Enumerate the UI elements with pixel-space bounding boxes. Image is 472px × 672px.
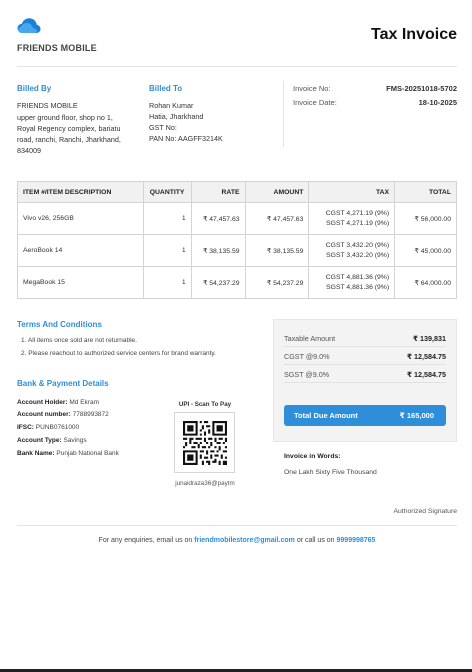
terms-item: 1. All items once sold are not returnable. xyxy=(21,337,137,344)
item-total: ₹ 56,000.00 xyxy=(395,203,457,235)
item-amount: ₹ 38,135.59 xyxy=(245,235,309,267)
footer-divider xyxy=(17,525,457,526)
upi-id: junaidraza36@paytm xyxy=(175,480,235,487)
table-row xyxy=(18,235,457,267)
total-due-banner: Total Due Amount ₹ 165,000 xyxy=(284,405,446,426)
item-tax xyxy=(309,235,395,267)
item-tax xyxy=(309,203,395,235)
account-number: Account number: 7788993872 xyxy=(17,411,109,418)
company-name: FRIENDS MOBILE xyxy=(17,43,97,53)
item-cgst: CGST 4,881.36 (9%) xyxy=(325,273,390,281)
invoice-in-words-text: One Lakh Sixty Five Thousand xyxy=(284,469,377,476)
item-cgst: CGST 3,432.20 (9%) xyxy=(325,241,390,249)
item-total: ₹ 64,000.00 xyxy=(395,267,457,299)
amount-summary xyxy=(273,319,457,442)
item-quantity: 1 xyxy=(143,267,191,299)
terms-item: 2. Please reachout to authorized service centers for brand warranty. xyxy=(21,350,216,357)
items-table xyxy=(17,181,457,299)
item-tax xyxy=(309,267,395,299)
footer-contact: For any enquiries, email us on friendmobilestore@gmail.com or call us on 9999998765 xyxy=(98,537,376,544)
info-divider xyxy=(283,81,284,147)
item-quantity: 1 xyxy=(143,235,191,267)
invoice-number-label: Invoice No: xyxy=(293,84,331,93)
invoice-in-words-heading: Invoice in Words: xyxy=(284,453,341,460)
column-header-rate: RATE xyxy=(191,182,245,203)
qr-code-icon xyxy=(183,421,227,465)
ifsc-code: IFSC: PUNB0761000 xyxy=(17,424,80,431)
item-description: AeroBook 14 xyxy=(18,235,144,267)
column-header-quantity: QUANTITY xyxy=(143,182,191,203)
upi-title: UPI - Scan To Pay xyxy=(178,401,232,408)
item-description: MegaBook 15 xyxy=(18,267,144,299)
table-header-row xyxy=(18,182,457,203)
cloud-logo-icon xyxy=(17,17,41,35)
cgst-row: CGST @9.0% ₹ 12,584.75 xyxy=(284,347,446,365)
sgst-row: SGST @9.0% ₹ 12,584.75 xyxy=(284,365,446,383)
bank-name: Bank Name: Punjab National Bank xyxy=(17,450,119,457)
billed-by-name: FRIENDS MOBILE xyxy=(17,101,78,110)
item-rate: ₹ 38,135.59 xyxy=(191,235,245,267)
upi-qr-code xyxy=(174,412,235,473)
taxable-amount-row: Taxable Amount ₹ 139,831 xyxy=(284,329,446,347)
invoice-number-value: FMS-20251018-5702 xyxy=(386,84,457,93)
document-title: Tax Invoice xyxy=(371,26,457,43)
column-header-tax: TAX xyxy=(309,182,395,203)
phone-link[interactable]: 9999998765 xyxy=(336,537,376,544)
item-quantity: 1 xyxy=(143,203,191,235)
invoice-date-value: 18-10-2025 xyxy=(418,98,457,107)
billed-to-gst: GST No: xyxy=(149,123,177,132)
item-cgst: CGST 4,271.19 (9%) xyxy=(325,209,390,217)
billed-to-details xyxy=(149,100,223,144)
billed-to-location: Hatia, Jharkhand xyxy=(149,112,204,121)
item-amount: ₹ 54,237.29 xyxy=(245,267,309,299)
terms-heading: Terms And Conditions xyxy=(17,320,102,329)
authorized-signature: Authorized Signature xyxy=(393,508,457,515)
column-header-amount: AMOUNT xyxy=(245,182,309,203)
item-description: Vivo v26, 256GB xyxy=(18,203,144,235)
account-type: Account Type: Savings xyxy=(17,437,87,444)
billed-by-heading: Billed By xyxy=(17,84,52,93)
billing-info xyxy=(17,67,457,179)
item-rate: ₹ 47,457.63 xyxy=(191,203,245,235)
invoice-page xyxy=(17,17,457,544)
table-row xyxy=(18,267,457,299)
invoice-header xyxy=(17,17,457,67)
item-total: ₹ 45,000.00 xyxy=(395,235,457,267)
billed-to-pan: PAN No: AAGFF3214K xyxy=(149,134,223,143)
invoice-date-label: Invoice Date: xyxy=(293,98,337,107)
column-header-item: ITEM #/ITEM DESCRIPTION xyxy=(18,182,144,203)
billed-to-name: Rohan Kumar xyxy=(149,101,194,110)
table-row xyxy=(18,203,457,235)
bank-details-heading: Bank & Payment Details xyxy=(17,379,109,388)
email-link[interactable]: friendmobilestore@gmail.com xyxy=(194,537,295,544)
column-header-total: TOTAL xyxy=(395,182,457,203)
item-sgst: SGST 4,881.36 (9%) xyxy=(326,283,390,291)
item-sgst: SGST 4,271.19 (9%) xyxy=(326,219,390,227)
item-rate: ₹ 54,237.29 xyxy=(191,267,245,299)
account-holder: Account Holder: Md Ekram xyxy=(17,399,99,406)
billed-to-heading: Billed To xyxy=(149,84,183,93)
billed-by-address: upper ground floor, shop no 1, Royal Regency complex, bariatu road, ranchi, Ranchi, Jharkhand, 834009 xyxy=(17,113,121,155)
item-amount: ₹ 47,457.63 xyxy=(245,203,309,235)
item-sgst: SGST 3,432.20 (9%) xyxy=(326,251,390,259)
